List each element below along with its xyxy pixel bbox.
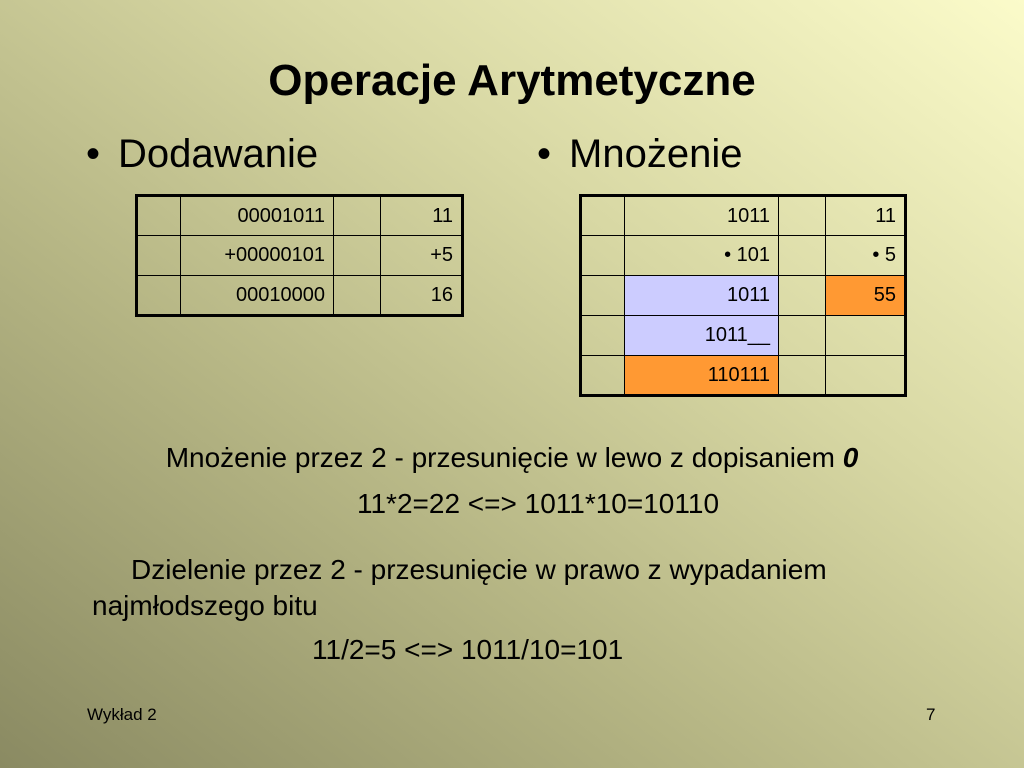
table-cell: [137, 196, 181, 236]
highlight-cell-orange: 55: [826, 276, 906, 316]
table-row: [581, 276, 906, 316]
table-cell: +00000101: [181, 236, 334, 276]
table-cell: [826, 316, 906, 356]
division-example: 11/2=5 <=> 1011/10=101: [312, 634, 624, 665]
table-row: [137, 276, 463, 316]
addition-table: [135, 194, 464, 317]
table-cell: [334, 236, 381, 276]
table-cell: [779, 356, 826, 396]
division-rule-line-2: najmłodszego bitu: [92, 590, 318, 621]
table-cell: [581, 356, 625, 396]
table-cell: [826, 356, 906, 396]
table-cell: [581, 276, 625, 316]
highlight-cell-orange: 110111: [625, 356, 779, 396]
table-row: [581, 196, 906, 236]
table-cell: 16: [381, 276, 463, 316]
table-row: [581, 356, 906, 396]
table-cell: [581, 316, 625, 356]
table-cell: [334, 196, 381, 236]
table-cell: 00010000: [181, 276, 334, 316]
table-row: [581, 316, 906, 356]
bullet-symbol: •: [86, 132, 101, 176]
table-cell: [779, 236, 826, 276]
multiplication-rule-text: Mnożenie przez 2 - przesunięcie w lewo z dopisaniem: [165, 442, 843, 473]
table-cell: [334, 276, 381, 316]
table-row: [581, 236, 906, 276]
table-cell: [581, 236, 625, 276]
slide-title: Operacje Arytmetyczne: [268, 56, 756, 105]
table-cell: [137, 236, 181, 276]
table-row: [137, 196, 463, 236]
bullet-addition: [86, 132, 318, 177]
table-cell: • 5: [826, 236, 906, 276]
bullet-multiplication: [537, 132, 742, 177]
table-cell: 11: [826, 196, 906, 236]
bullet-addition-label: Dodawanie: [118, 132, 319, 176]
highlight-cell-blue: 1011__: [625, 316, 779, 356]
table-row: [137, 236, 463, 276]
table-cell: 11: [381, 196, 463, 236]
table-cell: [779, 316, 826, 356]
table-cell: [137, 276, 181, 316]
highlight-cell-blue: 1011: [625, 276, 779, 316]
table-cell: 1011: [625, 196, 779, 236]
multiplication-rule-zero: 0: [842, 442, 859, 473]
table-cell: • 101: [625, 236, 779, 276]
footer-lecture-label: Wykład 2: [87, 705, 157, 724]
table-cell: +5: [381, 236, 463, 276]
multiplication-example: 11*2=22 <=> 1011*10=10110: [356, 488, 720, 519]
table-cell: 00001011: [181, 196, 334, 236]
table-cell: [779, 196, 826, 236]
multiplication-table: [579, 194, 907, 397]
footer-page-number: 7: [926, 705, 936, 724]
bullet-multiplication-label: Mnożenie: [569, 132, 743, 176]
table-cell: [779, 276, 826, 316]
bullet-symbol: •: [537, 132, 552, 176]
table-cell: [581, 196, 625, 236]
division-rule-line-1: Dzielenie przez 2 - przesunięcie w prawo z wypadaniem: [131, 554, 827, 585]
multiplication-rule: [0, 442, 1024, 474]
